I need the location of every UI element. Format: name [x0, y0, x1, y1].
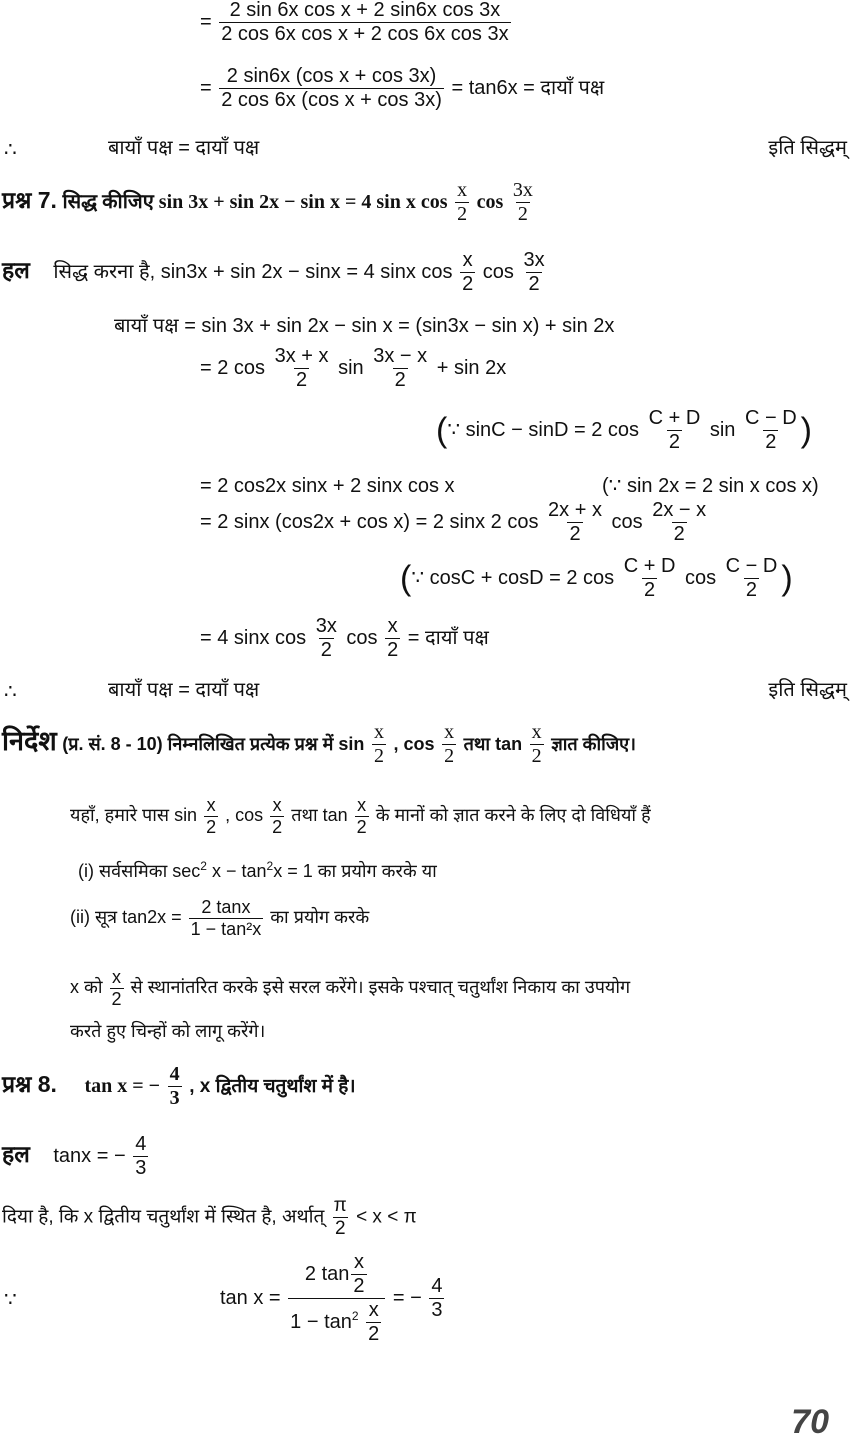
methods-intro: यहाँ, हमारे पास sin $\frac{x}{2}$ , cos $\frac{x}{2}$ तथा tan $\frac{x}{2}$ के मानों को ज्ञात करने के लिए दो विधियाँ हैं	[70, 795, 651, 837]
quadrant-statement: दिया है, कि x द्वितीय चतुर्थांश में स्थित है, अर्थात् $\frac{\pi}{2}$ < x < π	[2, 1195, 417, 1239]
iti-siddham: इति सिद्धम्	[768, 137, 847, 159]
equation-line-10: = 2 cos2x sinx + 2 sinx cos x	[200, 475, 455, 497]
equation-line-11: = 2 sinx (cos2x + cos x) = 2 sinx 2 cos $\frac{2x + x}{2}$ cos $\frac{2x - x}{2}$	[200, 499, 707, 545]
therefore-symbol: ∴	[4, 681, 17, 703]
equation-line-1	[200, 0, 513, 45]
method-1: (i) सर्वसमिका $\sec^2 x - \tan^2x = 1$ का प्रयोग करके या	[78, 859, 437, 881]
conclusion-text: बायाँ पक्ष = दायाँ पक्ष	[108, 137, 260, 159]
iti-siddham: इति सिद्धम्	[768, 679, 847, 701]
therefore-symbol: ∴	[4, 139, 17, 161]
lhs-expansion: बायाँ पक्ष = sin 3x + sin 2x − sin x = (sin3x − sin x) + sin 2x	[114, 315, 615, 337]
page-number: 70	[791, 1403, 829, 1441]
substitution-note-cont: करते हुए चिन्हों को लागू करेंगे।	[70, 1021, 266, 1041]
substitution-note: x को $\frac{x}{2}$ से स्थानांतरित करके इसे सरल करेंगे। इसके पश्चात् चतुर्थांश निकाय का उपयोग	[70, 967, 631, 1009]
question-8: प्रश्न 8. tan x = − $\frac{4}{3}$ , x द्वितीय चतुर्थांश में है।	[2, 1063, 356, 1109]
solution-label: हल	[2, 256, 30, 283]
method-2: (ii) सूत्र tan2x = $\frac{2 \tan x}{\text{1 − tan²x}}$ का प्रयोग करके	[70, 897, 370, 939]
question-7: प्रश्न 7. सिद्ध कीजिए sin 3x + sin 2x − sin x = 4 sin x cos $\frac{x}{2}$ cos $\frac{3x}{2}$	[2, 179, 533, 225]
conclusion-text: बायाँ पक्ष = दायाँ पक्ष	[108, 679, 260, 701]
because-symbol: ∵	[4, 1289, 17, 1311]
tan-double-angle-equation: tan x = 2 tan $\frac{x}{2}$ $1 - \tan^2$ $\frac{x}{2}$ = − $\frac{4}{3}$	[220, 1251, 443, 1345]
solution-label: हल	[2, 1140, 30, 1167]
question-label: प्रश्न 8.	[2, 1070, 57, 1097]
solution-7-header: हल सिद्ध करना है, sin3x + sin 2x − sinx = 4 sinx cos $\frac{x}{2}$ cos $\frac{3x}{2}$	[2, 249, 545, 295]
fraction: $\frac{\text{2 sin 6x cos x + 2 sin6x cos 3x}}{\text{2 cos 6x cos x + 2 cos 6x cos 3x}}$	[221, 0, 509, 45]
instruction-label: निर्देश	[2, 725, 57, 756]
identity-cosC-cosD: (∵ cosC + cosD = 2 cos $\frac{C + D}{2}$ cos $\frac{C - D}{2}$ )	[400, 555, 793, 601]
question-label: प्रश्न 7.	[2, 186, 57, 213]
instruction-heading: निर्देश (प्र. सं. 8 - 10) निम्नलिखित प्रत्येक प्रश्न में sin $\frac{x}{2}$ , cos $\frac{x}{2}$ तथा tan $\frac{x}{2}$ ज्ञात कीजिए।	[2, 721, 636, 767]
solution-8-header: हल tanx = − $\frac{4}{3}$	[2, 1133, 147, 1179]
identity-sin2x: (∵ sin 2x = 2 sin x cos x)	[602, 475, 819, 497]
equals-sign: =	[200, 10, 212, 33]
identity-sinC-sinD: (∵ sinC − sinD = 2 cos $\frac{C + D}{2}$ sin $\frac{C - D}{2}$ )	[436, 407, 812, 453]
equation-line-13: = 4 sinx cos $\frac{3x}{2}$ cos $\frac{x}{2}$ = दायाँ पक्ष	[200, 615, 489, 661]
fraction: $\frac{\text{2 sin6x (cos x + cos 3x)}}{\text{2 cos 6x (cos x + cos 3x)}}$	[221, 65, 442, 111]
equation-line-2: = $\frac{\text{2 sin6x (cos x + cos 3x)}}{\text{2 cos 6x (cos x + cos 3x)}}$ = tan6x = दायाँ पक्ष	[200, 65, 605, 111]
equation-line-8: = 2 cos $\frac{3x + x}{2}$ sin $\frac{3x - x}{2}$ + sin 2x	[200, 345, 507, 391]
